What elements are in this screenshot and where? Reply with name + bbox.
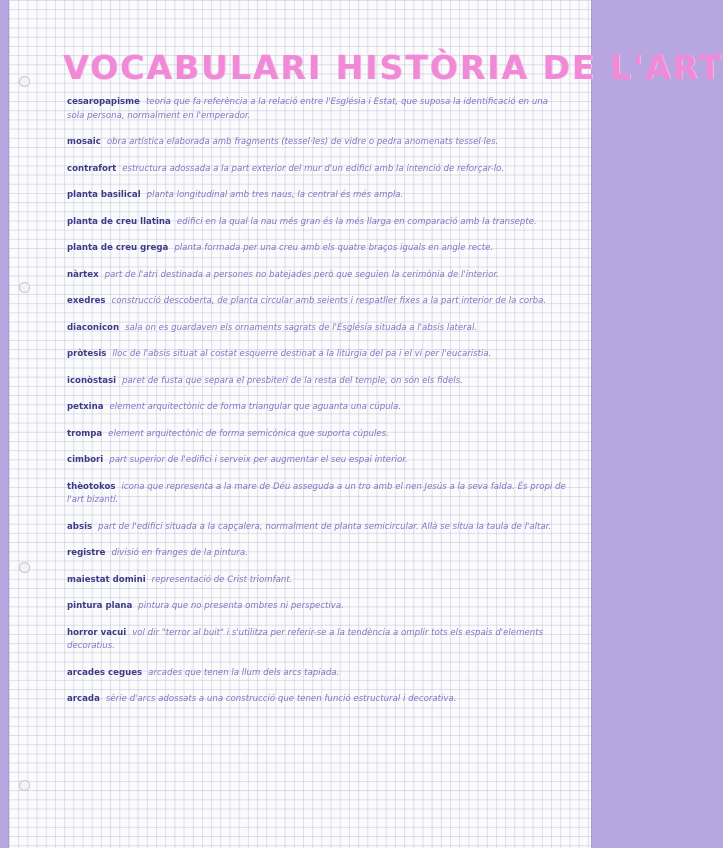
vocabulary-entry [67, 574, 567, 588]
entry-term: cimbori [67, 455, 104, 465]
entry-definition: planta formada per una creu amb els quatre braços iguals en angle recte. [174, 243, 494, 253]
entry-term: pintura plana [67, 601, 133, 611]
vocabulary-entry [67, 269, 567, 283]
vocabulary-entry [67, 428, 567, 442]
vocabulary-entry [67, 600, 567, 614]
entry-term: arcades cegues [67, 667, 143, 678]
entry-term: cesaropapisme [67, 97, 140, 107]
entry-definition: element arquitectònic de forma semicònica que suporta cúpules. [108, 428, 389, 439]
entry-term: pròtesis [67, 349, 107, 359]
entry-definition: sala on es guardaven els ornaments sagrats de l'Església situada a l'absis lateral. [125, 322, 478, 333]
entry-term: contrafort [67, 163, 117, 174]
entry-definition: teoria que fa referència a la relació entre l'Església i Estat, que suposa la identificació en una sola persona, normalment en l'emperador. [67, 97, 549, 121]
entry-definition: element arquitectònic de forma triangular que aguanta una cúpula. [109, 402, 402, 412]
notebook-page [9, 0, 723, 848]
entry-definition: sèrie d'arcs adossats a una construcció que tenen funció estructural i decorativa. [105, 694, 457, 704]
entry-term: arcada [67, 694, 100, 704]
vocabulary-entry [67, 242, 567, 256]
entry-term: exedres [67, 296, 106, 306]
vocabulary-entry [67, 163, 567, 177]
entry-term: nàrtex [67, 269, 99, 280]
punch-hole [19, 282, 30, 293]
entry-term: maiestat domini [67, 574, 146, 585]
page-title: VOCABULARI HISTÒRIA DE L'ART [63, 48, 723, 87]
entry-definition: icona que representa a la mare de Déu asseguda a un tro amb el nen Jesús a la seva falda. És propi de l'art bizantí. [67, 481, 566, 505]
vocabulary-entry [67, 627, 567, 654]
entry-term: thèotokos [67, 481, 116, 492]
entry-term: registre [67, 548, 106, 558]
entry-definition: estructura adossada a la part exterior del mur d'un edifici amb la intenció de reforçar-lo. [122, 163, 505, 174]
entry-term: planta de creu llatina [67, 216, 171, 227]
punch-hole [19, 562, 30, 573]
vocabulary-entry [67, 322, 567, 336]
entry-definition: construcció descoberta, de planta circular amb seients i respatller fixes a la part interior de la corba. [111, 296, 547, 306]
vocabulary-entry [67, 693, 567, 707]
vocabulary-entry [67, 295, 567, 309]
entry-definition: part de l'atri destinada a persones no batejades però que seguien la cerimònia de l'interior. [104, 269, 499, 280]
vocabulary-entry [67, 348, 567, 362]
entry-definition: paret de fusta que separa el presbiteri de la resta del temple, on són els fidels. [122, 375, 463, 386]
entry-term: mosaic [67, 137, 101, 147]
vocabulary-entry [67, 136, 567, 150]
entry-definition: vol dir "terror al buit" i s'utilitza per referir-se a la tendència a omplir tots els espais d'elements decoratius. [67, 627, 544, 651]
entry-term: iconòstasi [67, 375, 117, 386]
vocabulary-entry [67, 547, 567, 561]
entry-term: planta basilical [67, 190, 141, 200]
entry-definition: arcades que tenen la llum dels arcs tapiada. [148, 667, 340, 678]
entry-definition: representació de Crist triomfant. [151, 574, 293, 585]
entry-term: trompa [67, 428, 103, 439]
vocabulary-entry [67, 667, 567, 681]
entry-definition: planta longitudinal amb tres naus, la central és més ampla. [146, 190, 404, 200]
entry-definition: edifici en la qual la nau més gran és la més llarga en comparació amb la transepte. [176, 216, 537, 227]
vocabulary-entry [67, 481, 567, 508]
entry-definition: lloc de l'absis situat al costat esquerre destinat a la litúrgia del pa i el vi per l'eucaristia. [112, 349, 492, 359]
entry-definition: part superior de l'edifici i serveix per augmentar el seu espai interior. [109, 455, 408, 465]
entry-definition: part de l'edifici situada a la capçalera, normalment de planta semicircular. Allà se situa la taula de l'altar. [98, 521, 552, 532]
vocabulary-entry [67, 401, 567, 415]
vocabulary-entry [67, 189, 567, 203]
vocabulary-entry [67, 96, 567, 123]
punch-hole [19, 76, 30, 87]
entry-definition: obra artística elaborada amb fragments (tessel·les) de vidre o pedra anomenats tessel·les. [106, 137, 499, 147]
vocabulary-entry [67, 454, 567, 468]
punch-hole [19, 780, 30, 791]
vocabulary-entry [67, 521, 567, 535]
vocabulary-list [67, 96, 567, 720]
entry-definition: divisió en franges de la pintura. [111, 548, 248, 558]
entry-definition: pintura que no presenta ombres ni perspectiva. [138, 601, 344, 611]
entry-term: petxina [67, 402, 104, 412]
entry-term: horror vacui [67, 627, 127, 638]
vocabulary-entry [67, 216, 567, 230]
vocabulary-entry [67, 375, 567, 389]
entry-term: planta de creu grega [67, 243, 169, 253]
entry-term: absis [67, 521, 93, 532]
entry-term: diaconicon [67, 322, 120, 333]
